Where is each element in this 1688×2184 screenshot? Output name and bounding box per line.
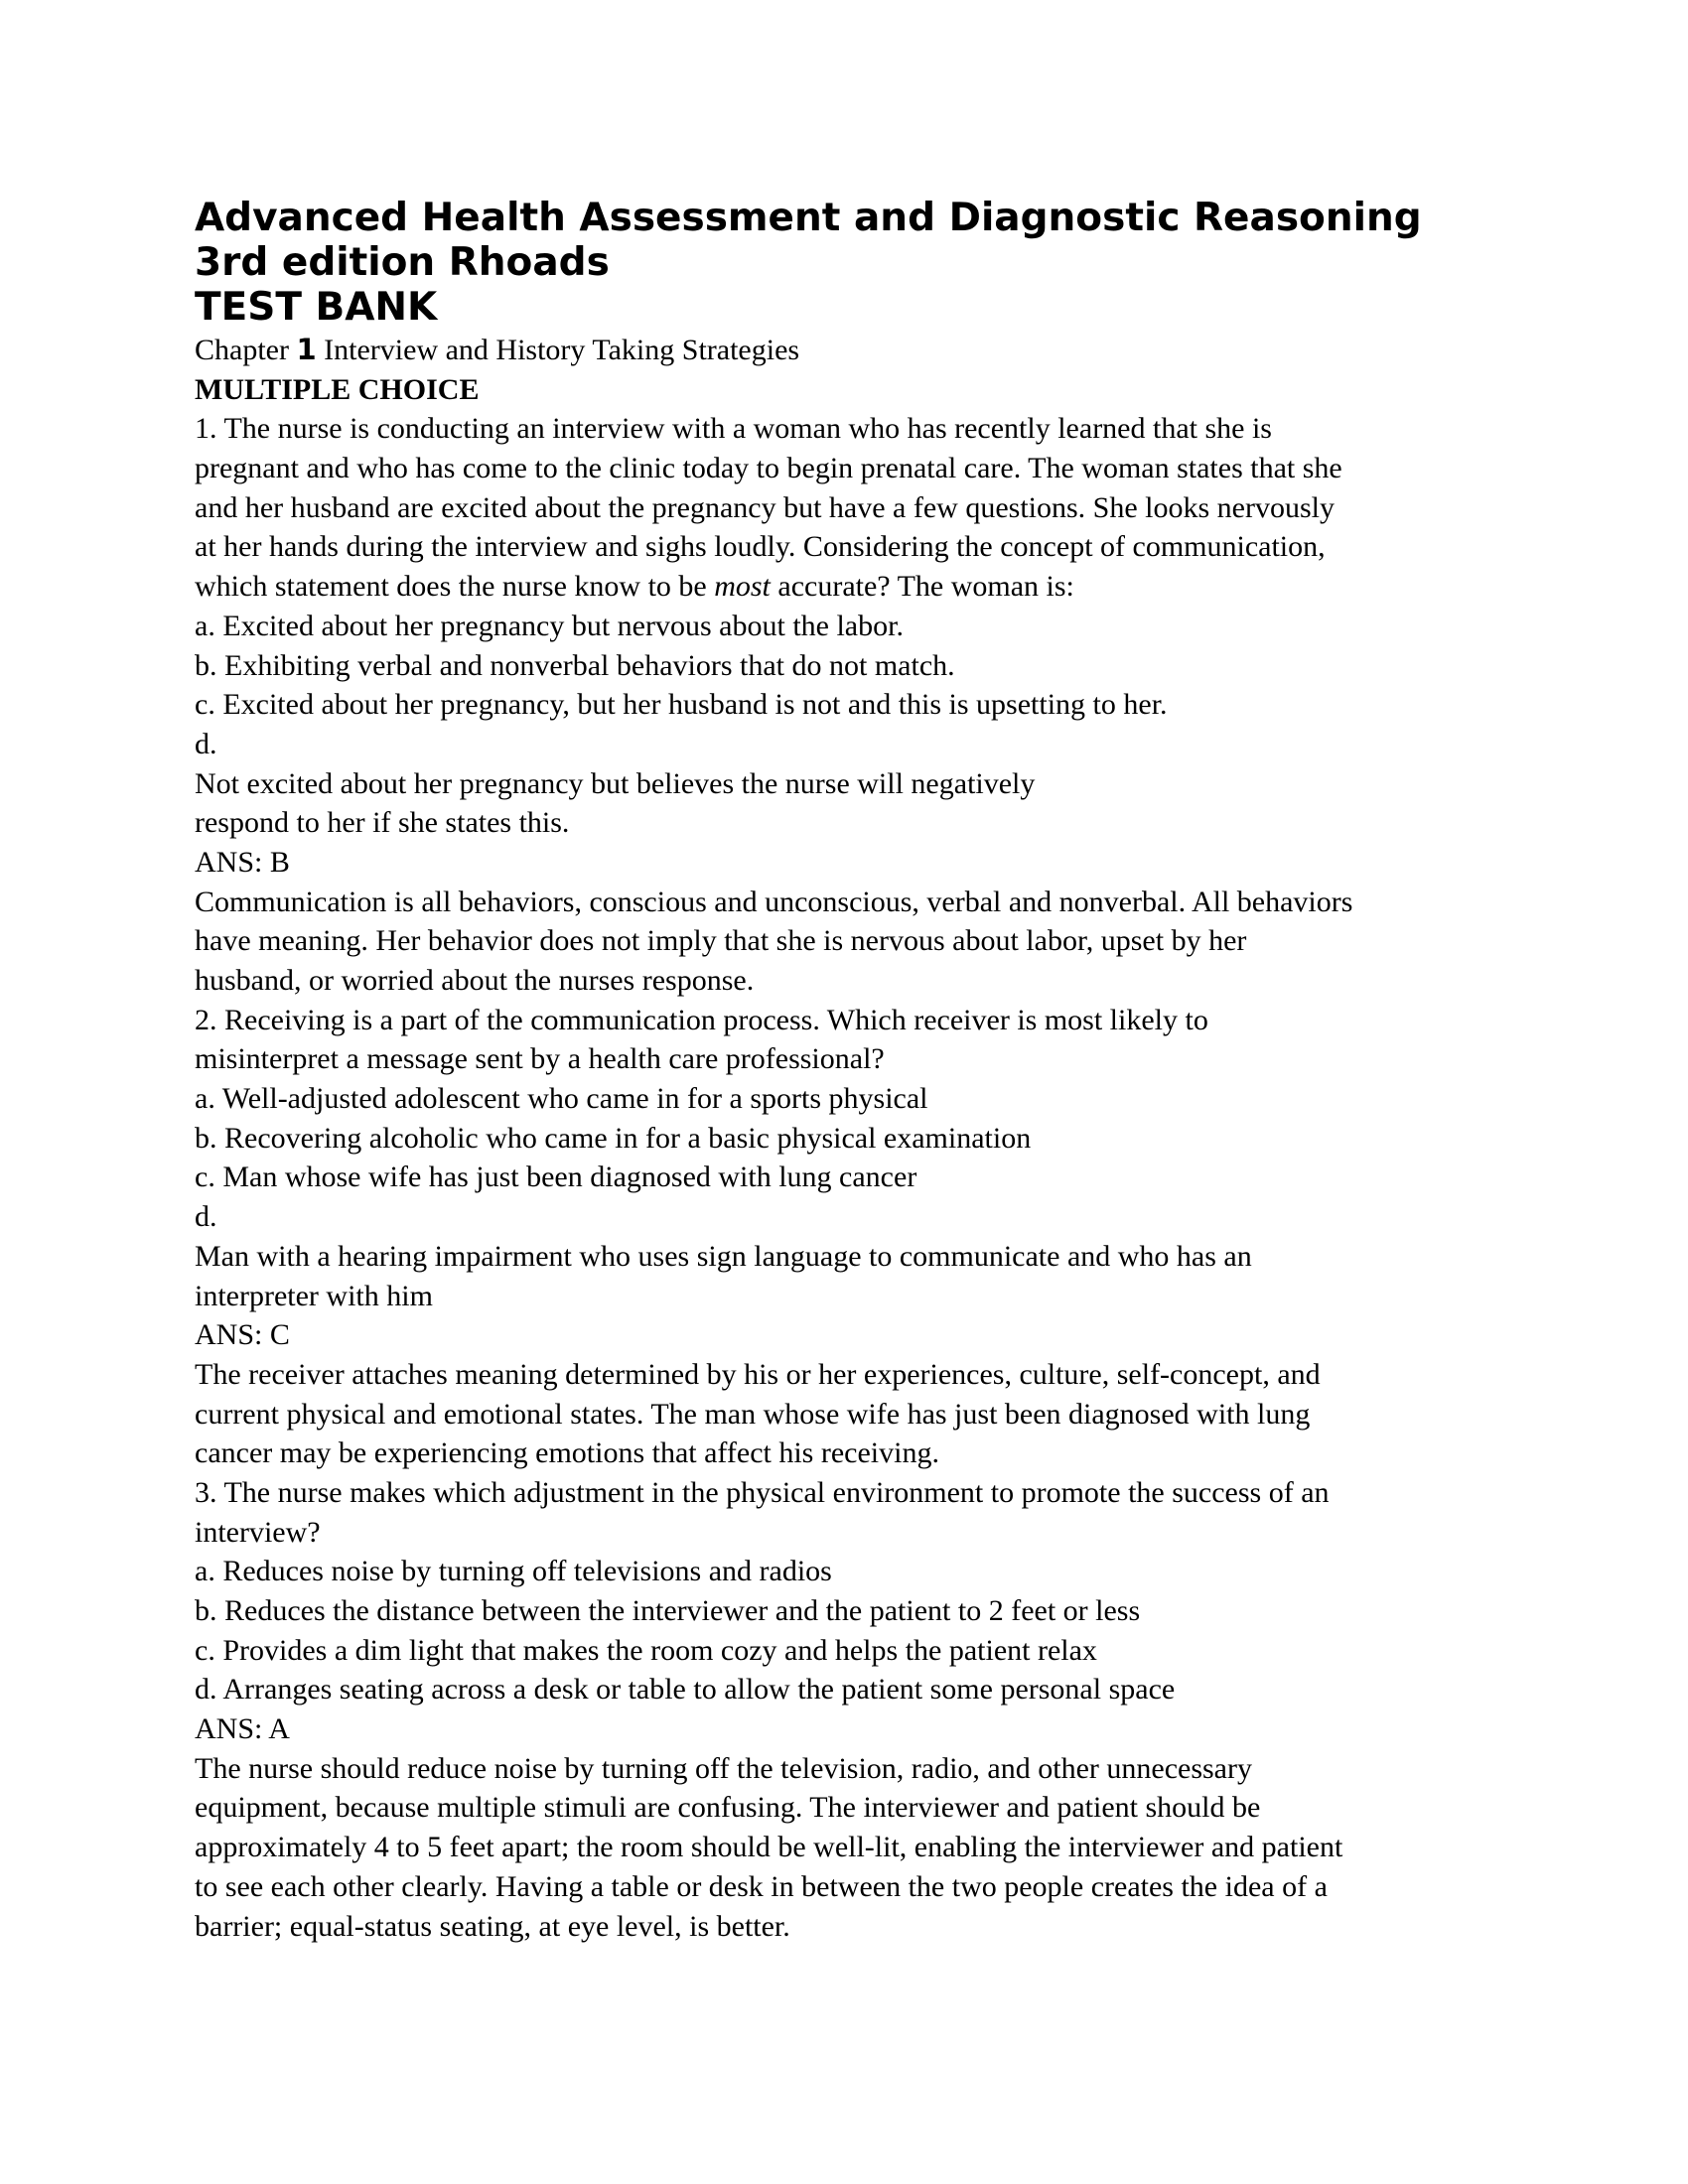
chapter-number: 1 (296, 333, 317, 366)
option-text: interpreter with him (195, 1279, 433, 1312)
document-page (195, 196, 1525, 1946)
stem-text: interview? (195, 1515, 321, 1549)
stem-text: 1. The nurse is conducting an interview with a woman who has recently learned that she is (195, 412, 1272, 446)
answer-prefix: ANS: (195, 845, 263, 879)
option-text: Excited about her pregnancy, but her husband is not and this is upsetting to her. (222, 688, 1168, 722)
question-stem-line (195, 1473, 1525, 1513)
question-stem-line (195, 488, 1525, 528)
document-title-line-1: Advanced Health Assessment and Diagnostic Reasoning (195, 196, 1422, 240)
option-label: c. (195, 1633, 215, 1667)
answer-option (195, 646, 1525, 686)
test-bank-heading: TEST BANK (195, 285, 438, 330)
answer-letter: A (268, 1712, 290, 1746)
option-text: Well-adjusted adolescent who came in for a sports physical (221, 1082, 928, 1116)
option-label: b. (195, 648, 217, 682)
answer-option (195, 1079, 1525, 1119)
rationale-line: equipment, because multiple stimuli are confusing. The interviewer and patient should be (195, 1791, 1261, 1825)
rationale-line: The nurse should reduce noise by turning off the television, radio, and other unnecessary (195, 1751, 1252, 1785)
answer-letter: B (269, 845, 290, 879)
question-1 (195, 409, 1525, 1000)
option-label: a. (195, 609, 215, 642)
answer-option (195, 1670, 1525, 1709)
answer-prefix: ANS: (195, 1318, 263, 1352)
question-list (195, 409, 1525, 1946)
answer-key (195, 843, 1525, 883)
chapter-prefix: Chapter (195, 334, 289, 366)
document-title-line-2: 3rd edition Rhoads (195, 240, 610, 285)
question-stem-line (195, 409, 1525, 449)
answer-option (195, 1631, 1525, 1671)
option-text: Recovering alcoholic who came in for a basic physical examination (224, 1121, 1032, 1155)
stem-text: 2. Receiving is a part of the communication process. Which receiver is most likely to (195, 1003, 1208, 1036)
option-label: a. (195, 1555, 215, 1588)
rationale-line: Communication is all behaviors, conscious and unconscious, verbal and nonverbal. All behaviors (195, 885, 1353, 918)
emphasized-text: most (714, 570, 771, 604)
option-label: d. (195, 1673, 217, 1706)
option-text: Reduces the distance between the interviewer and the patient to 2 feet or less (224, 1594, 1141, 1627)
stem-text: which statement does the nurse know to be (195, 570, 715, 604)
option-text: Man with a hearing impairment who uses sign language to communicate and who has an (195, 1239, 1252, 1273)
option-text: Not excited about her pregnancy but believes the nurse will negatively (195, 766, 1036, 800)
option-text: Provides a dim light that makes the room cozy and helps the patient relax (222, 1633, 1097, 1667)
rationale-line: cancer may be experiencing emotions that affect his receiving. (195, 1436, 939, 1470)
chapter-title: Interview and History Taking Strategies (324, 334, 800, 366)
rationale-line: The receiver attaches meaning determined by his or her experiences, culture, self-concept, and (195, 1357, 1321, 1391)
rationale-line: have meaning. Her behavior does not imply that she is nervous about labor, upset by her (195, 924, 1247, 958)
option-text: Reduces noise by turning off televisions and radios (222, 1555, 832, 1588)
answer-prefix: ANS: (195, 1712, 263, 1746)
answer-option (195, 1158, 1525, 1197)
rationale-line: current physical and emotional states. The man whose wife has just been diagnosed with lung (195, 1397, 1311, 1431)
option-text: Arranges seating across a desk or table to allow the patient some personal space (222, 1673, 1176, 1706)
question-stem-line (195, 449, 1525, 488)
stem-text: and her husband are excited about the pregnancy but have a few questions. She looks nervously (195, 490, 1335, 524)
question-3 (195, 1473, 1525, 1946)
answer-key (195, 1709, 1525, 1749)
stem-text: accurate? The woman is: (770, 570, 1074, 604)
section-heading: MULTIPLE CHOICE (195, 372, 480, 406)
answer-option (195, 1119, 1525, 1159)
answer-letter: C (269, 1318, 290, 1352)
stem-text: misinterpret a message sent by a health care professional? (195, 1042, 885, 1076)
answer-key (195, 1315, 1525, 1355)
option-label: a. (195, 1082, 215, 1116)
option-label: d. (195, 727, 217, 760)
answer-option (195, 685, 1525, 725)
stem-text: at her hands during the interview and sighs loudly. Considering the concept of communication, (195, 530, 1326, 564)
question-stem-line (195, 527, 1525, 567)
option-label: b. (195, 1594, 217, 1627)
question-stem-line (195, 1513, 1525, 1553)
question-stem-line (195, 1039, 1525, 1079)
question-stem-line (195, 567, 1525, 607)
answer-option (195, 1552, 1525, 1591)
rationale-line: barrier; equal-status seating, at eye level, is better. (195, 1909, 790, 1943)
option-label: d. (195, 1200, 217, 1234)
rationale-line: to see each other clearly. Having a table or desk in between the two people creates the idea of a (195, 1869, 1328, 1903)
option-text: Excited about her pregnancy but nervous about the labor. (222, 609, 904, 642)
option-label: c. (195, 1160, 215, 1194)
question-2 (195, 1001, 1525, 1473)
answer-option (195, 1591, 1525, 1631)
stem-text: pregnant and who has come to the clinic today to begin prenatal care. The woman states that she (195, 452, 1342, 485)
option-text: Man whose wife has just been diagnosed with lung cancer (222, 1160, 917, 1194)
option-label: b. (195, 1121, 217, 1155)
option-text: respond to her if she states this. (195, 806, 570, 840)
option-text: Exhibiting verbal and nonverbal behaviors that do not match. (224, 648, 955, 682)
stem-text: 3. The nurse makes which adjustment in the physical environment to promote the success of an (195, 1475, 1330, 1509)
question-stem-line (195, 1001, 1525, 1040)
rationale-line: husband, or worried about the nurses response. (195, 964, 755, 997)
rationale-line: approximately 4 to 5 feet apart; the room should be well-lit, enabling the interviewer and patient (195, 1831, 1343, 1864)
chapter-heading (195, 331, 1525, 370)
option-label: c. (195, 688, 215, 722)
answer-option (195, 607, 1525, 646)
